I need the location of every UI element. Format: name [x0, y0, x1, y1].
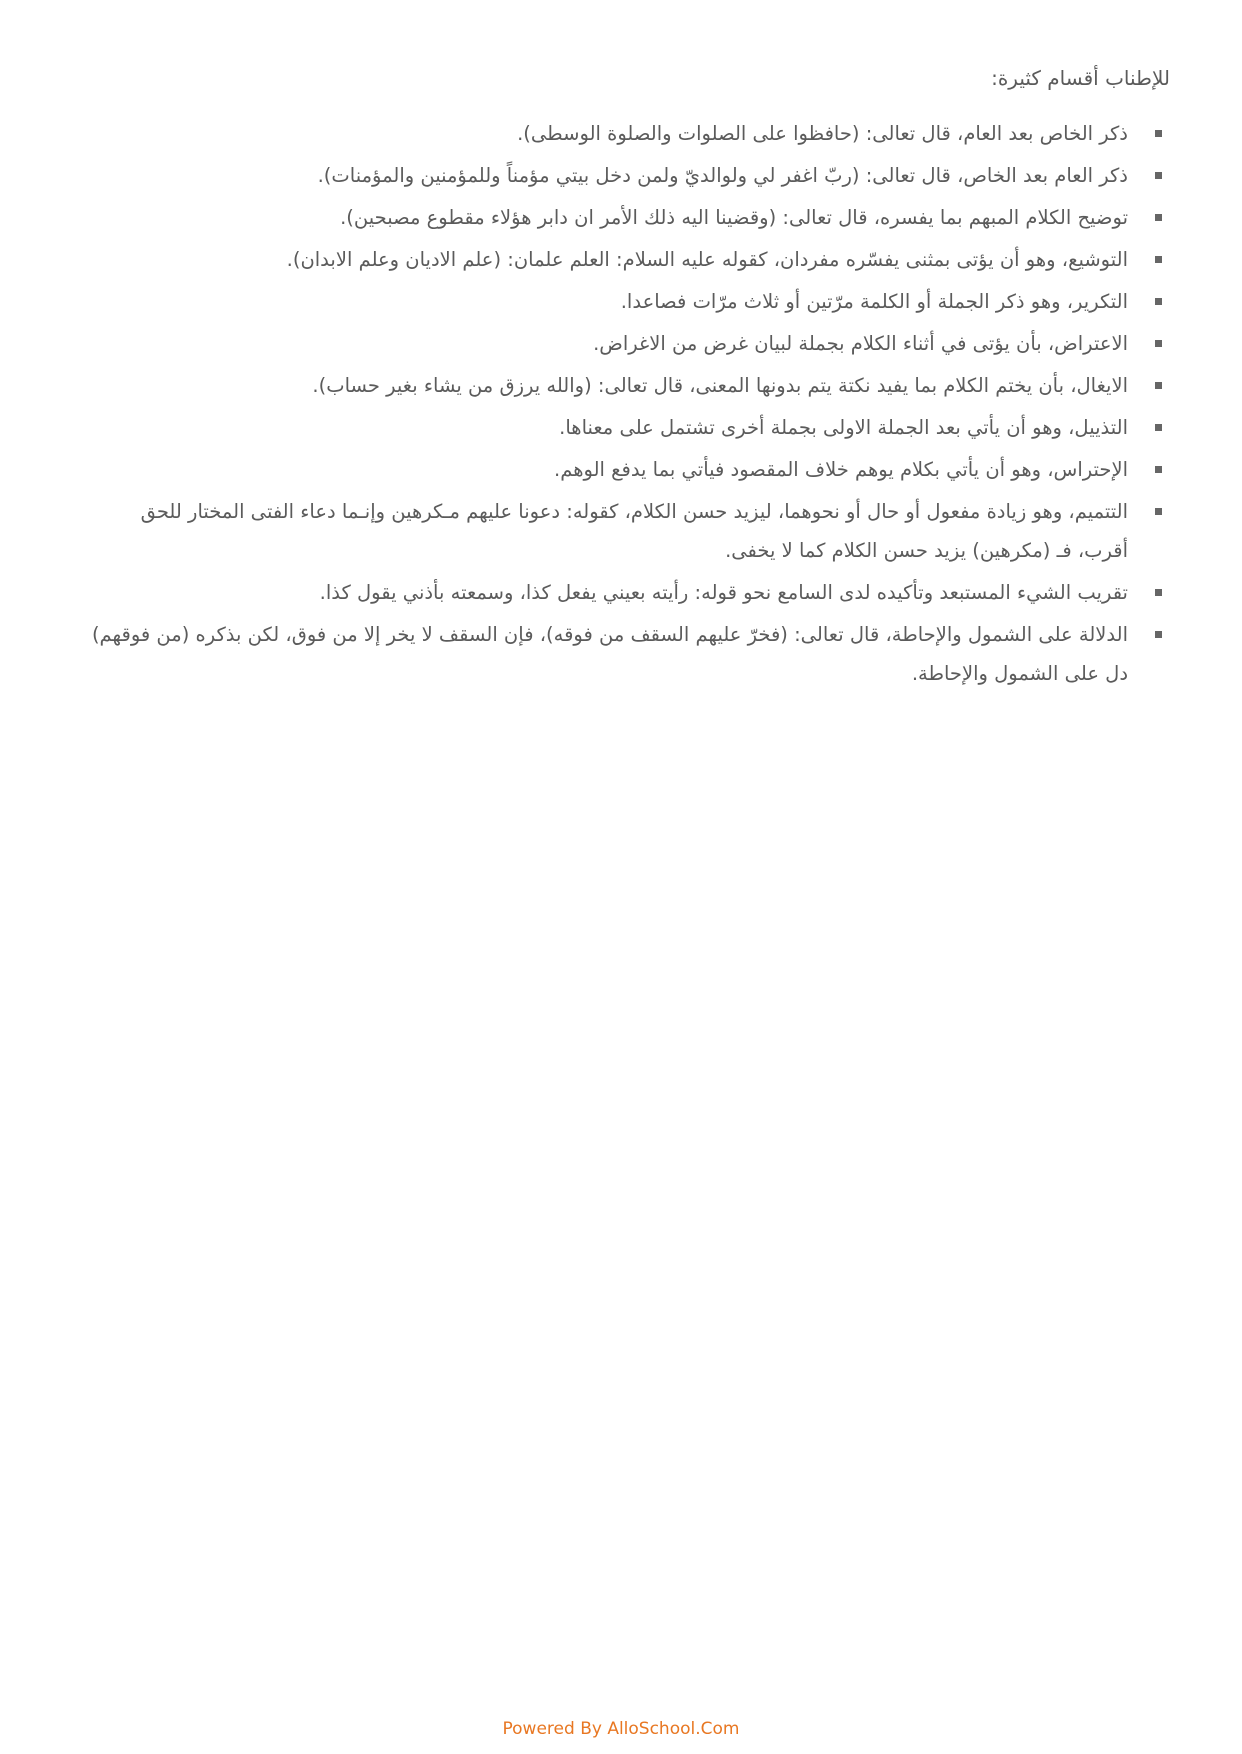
list-item [90, 240, 1170, 279]
square-bullet-icon [1155, 466, 1162, 473]
list-item-text: الدلالة على الشمول والإحاطة، قال تعالى: (فخرّ عليهم السقف من فوقه)، فإن السقف لا يخر إلا من فوق، لكن بذكره (من فوقهم) دل على الشمول والإحاطة. [91, 623, 1128, 685]
square-bullet-icon [1155, 340, 1162, 347]
list-item [90, 198, 1170, 237]
list-item-text: توضيح الكلام المبهم بما يفسره، قال تعالى: (وقضينا اليه ذلك الأمر ان دابر هؤلاء مقطوع مصبحين). [340, 206, 1128, 229]
square-bullet-icon [1155, 508, 1162, 515]
square-bullet-icon [1155, 424, 1162, 431]
list-item [90, 324, 1170, 363]
list-item-text: التذييل، وهو أن يأتي بعد الجملة الاولى بجملة أخرى تشتمل على معناها. [559, 416, 1128, 439]
square-bullet-icon [1155, 256, 1162, 263]
items-list [90, 114, 1170, 693]
list-item [90, 114, 1170, 153]
square-bullet-icon [1155, 589, 1162, 596]
list-item-text: الإحتراس، وهو أن يأتي بكلام يوهم خلاف المقصود فيأتي بما يدفع الوهم. [554, 458, 1128, 481]
list-item-text: تقريب الشيء المستبعد وتأكيده لدى السامع نحو قوله: رأيته بعيني يفعل كذا، وسمعته بأذني يقول كذا. [319, 581, 1128, 604]
list-item [90, 615, 1170, 693]
list-item [90, 156, 1170, 195]
list-item-text: التتميم، وهو زيادة مفعول أو حال أو نحوهما، ليزيد حسن الكلام، كقوله: دعونا عليهم مـكرهين وإنـما دعاء الفتى المختار للحق أقرب، فـ (مكرهين) يزيد حسن الكلام كما لا يخفى. [140, 500, 1128, 562]
intro-heading: للإطناب أقسام كثيرة: [991, 66, 1170, 90]
list-item-text: الاعتراض، بأن يؤتى في أثناء الكلام بجملة لبيان غرض من الاغراض. [593, 332, 1128, 355]
list-item [90, 282, 1170, 321]
document-page [90, 60, 1170, 696]
list-item [90, 573, 1170, 612]
list-item-text: التوشيع، وهو أن يؤتى بمثنى يفسّره مفردان، كقوله عليه السلام: العلم علمان: (علم الاديان وعلم الابدان). [286, 248, 1128, 271]
powered-by-footer: Powered By AlloSchool.Com [502, 1719, 740, 1739]
list-item-text: ذكر العام بعد الخاص، قال تعالى: (ربّ اغفر لي ولوالديّ ولمن دخل بيتي مؤمناً وللمؤمنين والمؤمنات). [317, 164, 1128, 187]
list-item [90, 408, 1170, 447]
square-bullet-icon [1155, 631, 1162, 638]
list-item [90, 366, 1170, 405]
square-bullet-icon [1155, 298, 1162, 305]
list-item-text: التكرير، وهو ذكر الجملة أو الكلمة مرّتين أو ثلاث مرّات فصاعدا. [620, 290, 1128, 313]
square-bullet-icon [1155, 214, 1162, 221]
list-item [90, 492, 1170, 570]
square-bullet-icon [1155, 382, 1162, 389]
list-item-text: الايغال، بأن يختم الكلام بما يفيد نكتة يتم بدونها المعنى، قال تعالى: (والله يرزق من يشاء بغير حساب). [312, 374, 1128, 397]
list-item [90, 450, 1170, 489]
list-item-text: ذكر الخاص بعد العام، قال تعالى: (حافظوا على الصلوات والصلوة الوسطى). [517, 122, 1128, 145]
square-bullet-icon [1155, 172, 1162, 179]
square-bullet-icon [1155, 130, 1162, 137]
